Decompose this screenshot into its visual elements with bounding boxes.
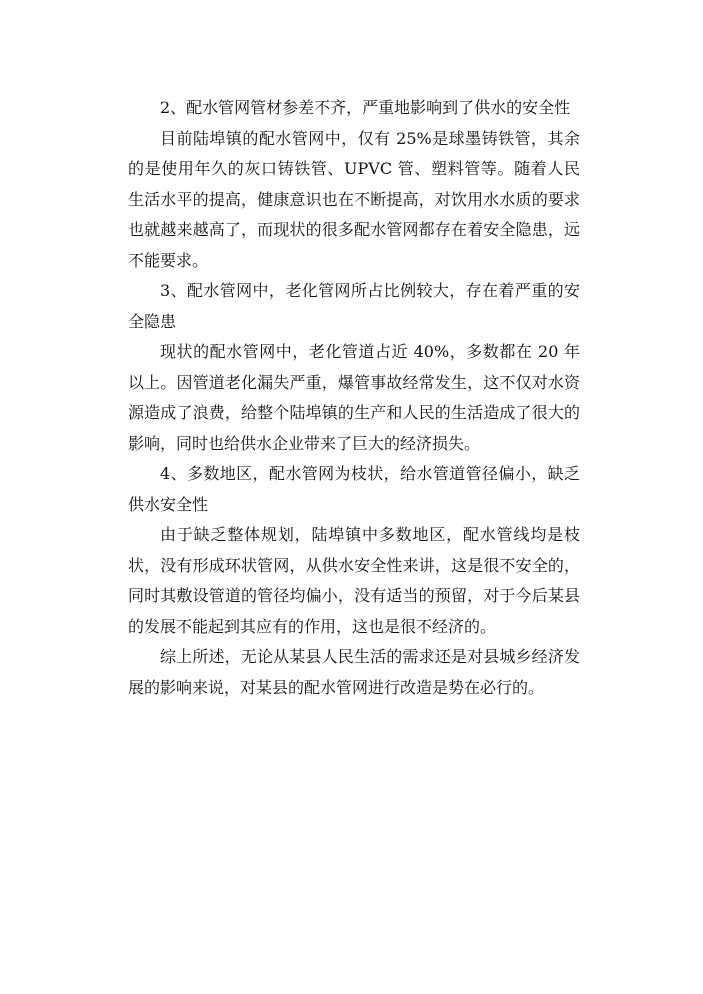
section-heading-3: 3、配水管网中，老化管网所占比例较大，存在着严重的安全隐患: [128, 281, 580, 331]
paragraph-conclusion: 综上所述，无论从某县人民生活的需求还是对县城乡经济发展的影响来说，对某县的配水管网进行改造是势在必行的。: [128, 647, 580, 697]
document-body: [128, 93, 580, 703]
paragraph-aging-pipes: 现状的配水管网中，老化管道占近 40%，多数都在 20 年以上。因管道老化漏失严重，爆管事故经常发生，这不仅对水资源造成了浪费，给整个陆埠镇的生产和人民的生活造成了很大的影响，同时也给供水企业带来了巨大的经济损失。: [128, 342, 580, 453]
section-heading-2: 2、配水管网管材参差不齐，严重地影响到了供水的安全性: [160, 98, 571, 117]
paragraph-pipe-materials: 目前陆埠镇的配水管网中，仅有 25%是球墨铸铁管，其余的是使用年久的灰口铸铁管、UPVC 管、塑料管等。随着人民生活水平的提高，健康意识也在不断提高，对饮用水水质的要求也就越来越高了，而现状的很多配水管网都存在着安全隐患，远不能要求。: [128, 128, 580, 270]
section-heading-4: 4、多数地区，配水管网为枝状，给水管道管径偏小，缺乏供水安全性: [128, 464, 580, 514]
paragraph-branch-network: 由于缺乏整体规划，陆埠镇中多数地区，配水管线均是枝状，没有形成环状管网，从供水安全性来讲，这是很不安全的，同时其敷设管道的管径均偏小，没有适当的预留，对于今后某县的发展不能起到其应有的作用，这也是很不经济的。: [128, 525, 580, 636]
